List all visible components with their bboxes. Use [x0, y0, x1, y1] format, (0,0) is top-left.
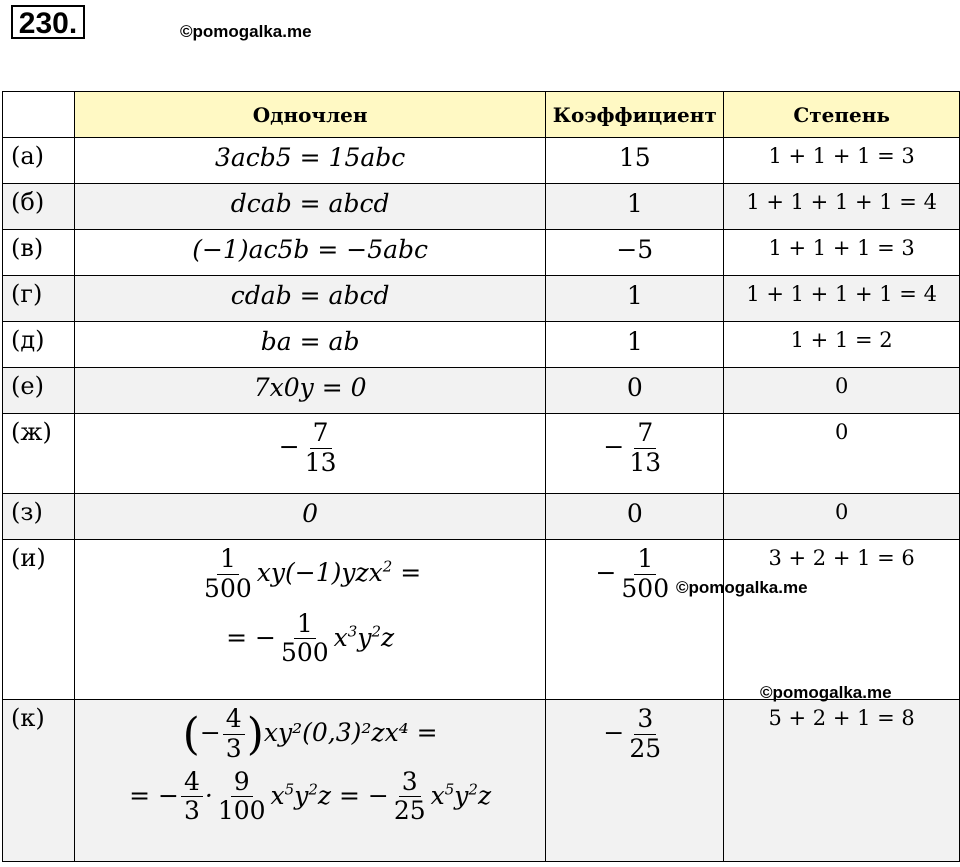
monomial-cell: cdab = abcd [74, 276, 545, 322]
row-label: (б) [3, 184, 75, 230]
table-row [3, 230, 960, 276]
row-label: (е) [3, 368, 75, 414]
header-coefficient: Коэффициент [546, 92, 724, 138]
header-blank [3, 92, 75, 138]
fraction: $\frac{4}{3}$ [181, 768, 203, 827]
coefficient-cell: 1 [546, 276, 724, 322]
coefficient-cell: −5 [546, 230, 724, 276]
table-row [3, 414, 960, 494]
row-label: (д) [3, 322, 75, 368]
table-row [3, 184, 960, 230]
degree-cell: 0 [724, 494, 960, 540]
fraction: $\frac{3}{25}$ [393, 766, 426, 826]
fraction: $\frac{4}{3}$ [223, 705, 245, 764]
fraction: $\frac{1}{500}$ [621, 544, 670, 603]
degree-cell: 1 + 1 + 1 + 1 = 4 [724, 276, 960, 322]
problem-number: 230. [11, 5, 85, 39]
header-degree: Степень [724, 92, 960, 138]
degree-cell: 5 + 2 + 1 = 8 [724, 700, 960, 862]
coefficient-cell: − $\frac{1}{500}$ [546, 540, 724, 700]
watermark: ©pomogalka.me [676, 578, 808, 597]
degree-cell: 1 + 1 + 1 = 3 [724, 138, 960, 184]
monomial-cell: $\frac{1}{500}$ xy(−1)yzx$^2$ = = − $\frac{1}{500}$ $x^3y^2z$ [74, 540, 545, 700]
monomial-cell: dcab = abcd [74, 184, 545, 230]
coefficient-cell: 1 [546, 322, 724, 368]
header-row [3, 92, 960, 138]
coefficient-cell: − $\frac{7}{13}$ [546, 414, 724, 494]
table-row [3, 494, 960, 540]
header-monomial: Одночлен [74, 92, 545, 138]
coefficient-cell: 0 [546, 494, 724, 540]
row-label: (в) [3, 230, 75, 276]
row-label: (а) [3, 138, 75, 184]
degree-cell: 0 [724, 368, 960, 414]
coefficient-cell: 15 [546, 138, 724, 184]
table-row [3, 540, 960, 700]
fraction: $\frac{1}{500}$ [280, 608, 329, 668]
degree-cell: 1 + 1 + 1 + 1 = 4 [724, 184, 960, 230]
fraction: $\frac{7}{13}$ [629, 418, 662, 477]
fraction: $\frac{1}{500}$ [204, 544, 252, 603]
table-row [3, 322, 960, 368]
row-label: (ж) [3, 414, 75, 494]
table-row [3, 368, 960, 414]
coefficient-cell: 1 [546, 184, 724, 230]
monomial-cell: 0 [74, 494, 545, 540]
monomial-table [2, 91, 960, 862]
monomial-cell: − $\frac{7}{13}$ [74, 414, 545, 494]
coefficient-cell: 0 [546, 368, 724, 414]
table-row [3, 276, 960, 322]
monomial-cell: (−1)ac5b = −5abc [74, 230, 545, 276]
fraction: $\frac{3}{25}$ [629, 704, 662, 763]
watermark: ©pomogalka.me [760, 683, 892, 702]
row-label: (к) [3, 700, 75, 862]
row-label: (и) [3, 540, 75, 700]
monomial-cell: (− $\frac{4}{3}$ )xy²(0,3)²zx⁴ = = − $\frac{4}{3}$ · $\frac{9}{100}$ $x^5y^2z$ = − $\frac{3}{25}$ $x^5y^2z$ [74, 700, 545, 862]
degree-cell: 1 + 1 + 1 = 3 [724, 230, 960, 276]
row-label: (г) [3, 276, 75, 322]
degree-cell: 3 + 2 + 1 = 6 [724, 540, 960, 700]
monomial-cell: 3acb5 = 15abc [74, 138, 545, 184]
table-row [3, 138, 960, 184]
table-row [3, 700, 960, 862]
fraction: $\frac{9}{100}$ [217, 766, 266, 826]
row-label: (з) [3, 494, 75, 540]
degree-cell: 0 [724, 414, 960, 494]
degree-cell: 1 + 1 = 2 [724, 322, 960, 368]
coefficient-cell: − $\frac{3}{25}$ [546, 700, 724, 862]
monomial-cell: 7x0y = 0 [74, 368, 545, 414]
watermark: ©pomogalka.me [180, 22, 312, 41]
fraction: $\frac{7}{13}$ [304, 418, 337, 477]
monomial-cell: ba = ab [74, 322, 545, 368]
